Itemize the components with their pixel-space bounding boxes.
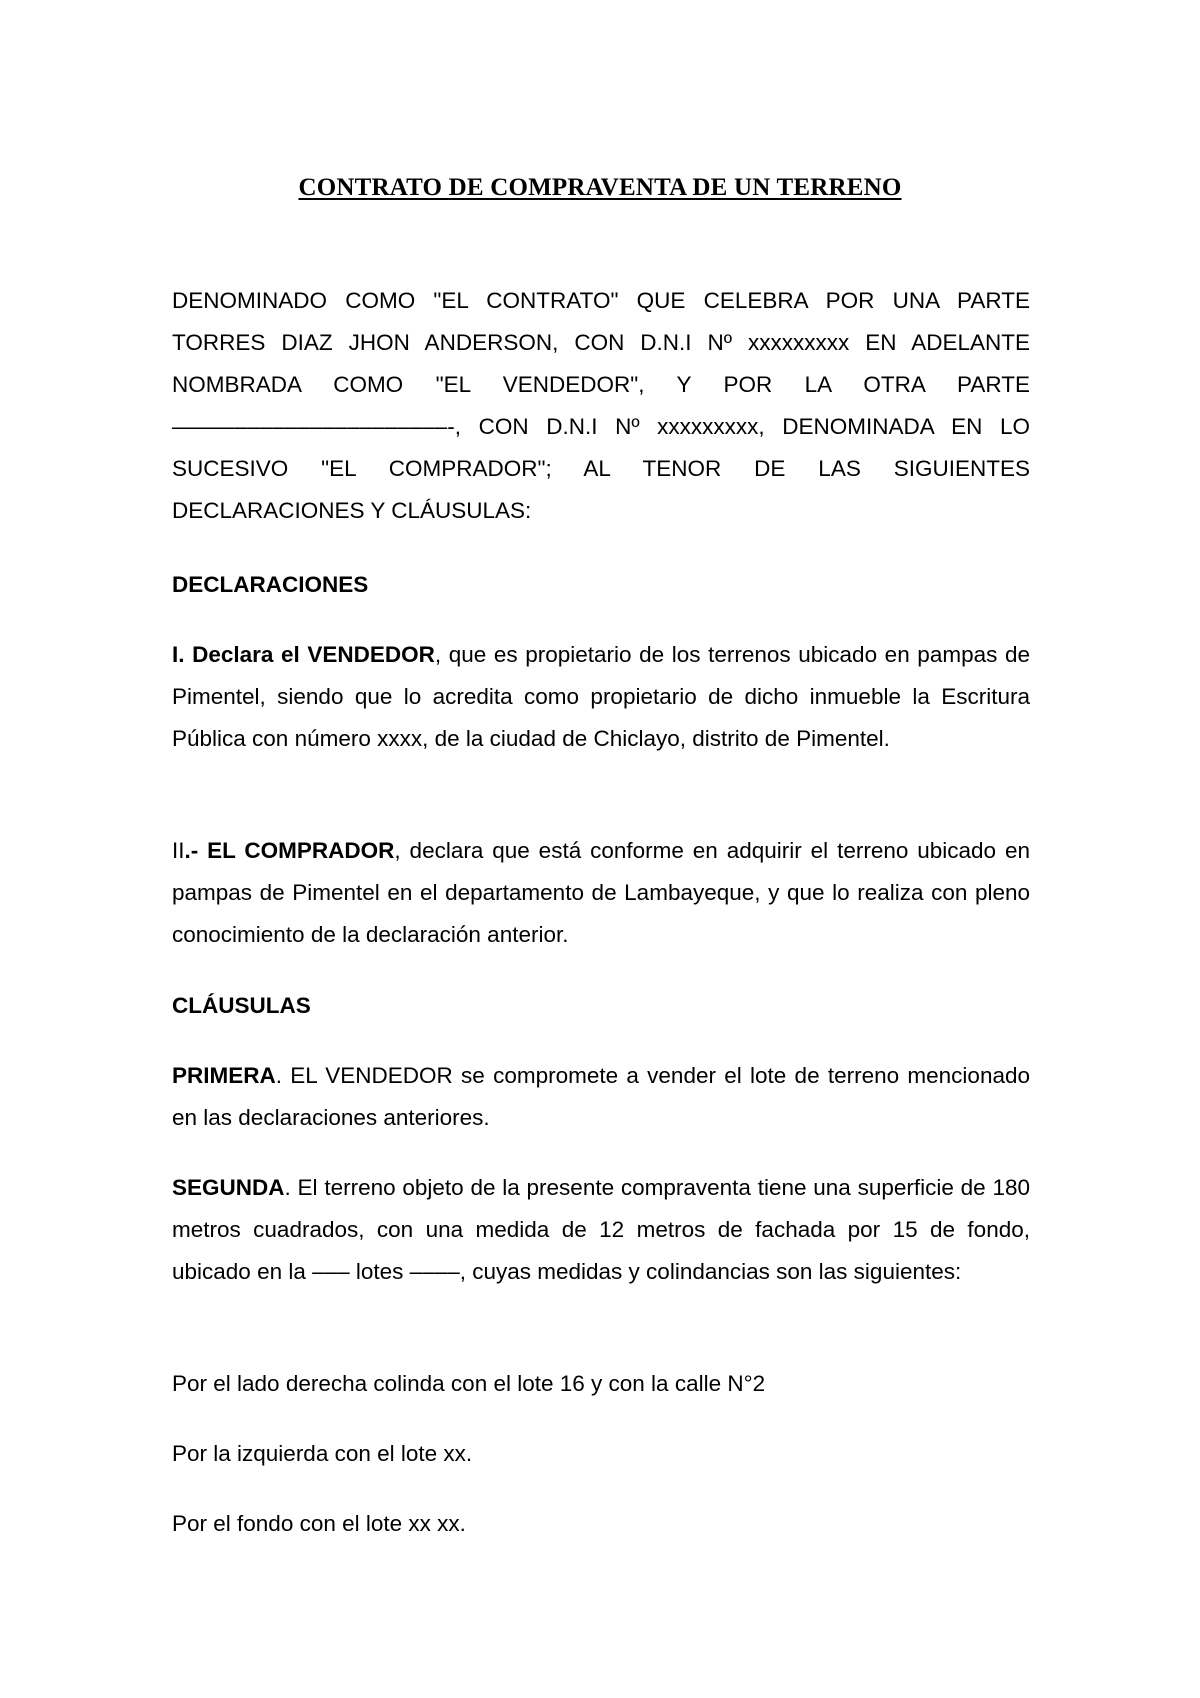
declaration-2 [172,830,1030,956]
boundary-back: Por el fondo con el lote xx xx. [172,1511,466,1536]
declaration-1 [172,634,1030,760]
document-title: CONTRATO DE COMPRAVENTA DE UN TERRENO [298,174,902,201]
declaration-2-prefix: II [172,838,185,863]
declaraciones-heading: DECLARACIONES [172,572,369,597]
clause-primera [172,1055,1030,1139]
boundary-left: Por la izquierda con el lote xx. [172,1441,473,1466]
declaration-2-label: .- EL COMPRADOR [184,838,395,863]
intro-paragraph: DENOMINADO COMO "EL CONTRATO" QUE CELEBRA POR UNA PARTE TORRES DIAZ JHON ANDERSON, CON D.N.I Nº xxxxxxxxx EN ADELANTE NOMBRADA COMO "EL VENDEDOR", Y POR LA OTRA PARTE ––––––––––––––––––––––-, CON D.N.I Nº xxxxxxxxx, DENOMINADA EN LO SUCESIVO "EL COMPRADOR"; AL TENOR DE LAS SIGUIENTES DECLARACIONES Y CLÁUSULAS: [172,288,1030,523]
clause-segunda-text: . El terreno objeto de la presente compraventa tiene una superficie de 180 metros cuadrados, con una medida de 12 metros de fachada por 15 de fondo, ubicado en la ––– lotes ––––, cuyas medidas y colindancias son las siguientes: [172,1175,1030,1284]
clause-primera-label: PRIMERA [172,1063,276,1088]
clause-segunda-label: SEGUNDA [172,1175,285,1200]
declaration-2-text: , declara que está conforme en adquirir el terreno ubicado en pampas de Pimentel en el departamento de Lambayeque, y que lo realiza con pleno conocimiento de la declaración anterior. [172,838,1030,947]
declaration-1-label: I. Declara el VENDEDOR [172,642,435,667]
boundary-right: Por el lado derecha colinda con el lote 16 y con la calle N°2 [172,1371,766,1396]
clause-segunda [172,1167,1030,1293]
clause-primera-text: . EL VENDEDOR se compromete a vender el lote de terreno mencionado en las declaraciones anteriores. [172,1063,1030,1130]
clausulas-heading: CLÁUSULAS [172,993,311,1018]
declaration-1-text: , que es propietario de los terrenos ubicado en pampas de Pimentel, siendo que lo acredita como propietario de dicho inmueble la Escritura Pública con número xxxx, de la ciudad de Chiclayo, distrito de Pimentel. [172,642,1030,751]
